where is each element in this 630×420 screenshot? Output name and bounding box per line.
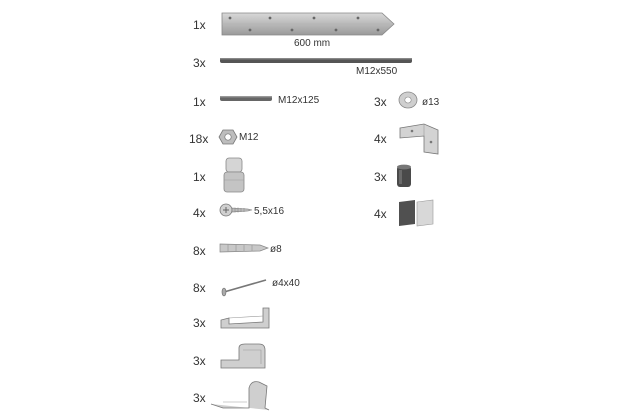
qty-washer: 3x [374,95,387,109]
label-screw: 5,5x16 [254,206,285,217]
mounting-rail-icon [222,10,394,40]
nail-icon [220,276,268,296]
angle-bracket-icon [398,122,440,158]
qty-rod-short: 1x [193,95,206,109]
spacer-sleeve-icon [222,158,246,194]
pad-pair-icon [397,198,435,228]
threaded-rod-short-icon [220,95,272,103]
clip-bracket-b-icon [219,342,271,372]
clip-bracket-a-icon [219,304,271,332]
label-rod-short: M12x125 [278,95,320,106]
label-rod-long: M12x550 [356,66,398,77]
washer-icon [398,90,418,110]
hex-nut-icon [219,129,237,145]
qty-rail: 1x [193,18,206,32]
qty-angle: 4x [374,132,387,146]
qty-nail: 8x [193,281,206,295]
label-nut: M12 [239,132,259,143]
rubber-sleeve-icon [396,164,412,188]
qty-clip-a: 3x [193,316,206,330]
qty-screw: 4x [193,206,206,220]
threaded-rod-long-icon [220,57,412,65]
qty-nut: 18x [189,132,209,146]
label-washer: ø13 [422,97,440,108]
qty-clip-c: 3x [193,391,206,405]
label-nail: ø4x40 [272,278,300,289]
qty-plug: 8x [193,244,206,258]
qty-pad: 4x [374,207,387,221]
qty-sleeve: 3x [374,170,387,184]
wall-plug-icon [220,239,268,257]
label-plug: ø8 [270,244,282,255]
qty-rod-long: 3x [193,56,206,70]
qty-clip-b: 3x [193,354,206,368]
label-rail: 600 mm [294,38,331,49]
qty-spacer: 1x [193,170,206,184]
screw-icon [220,203,252,217]
clip-bracket-c-icon [209,378,269,412]
